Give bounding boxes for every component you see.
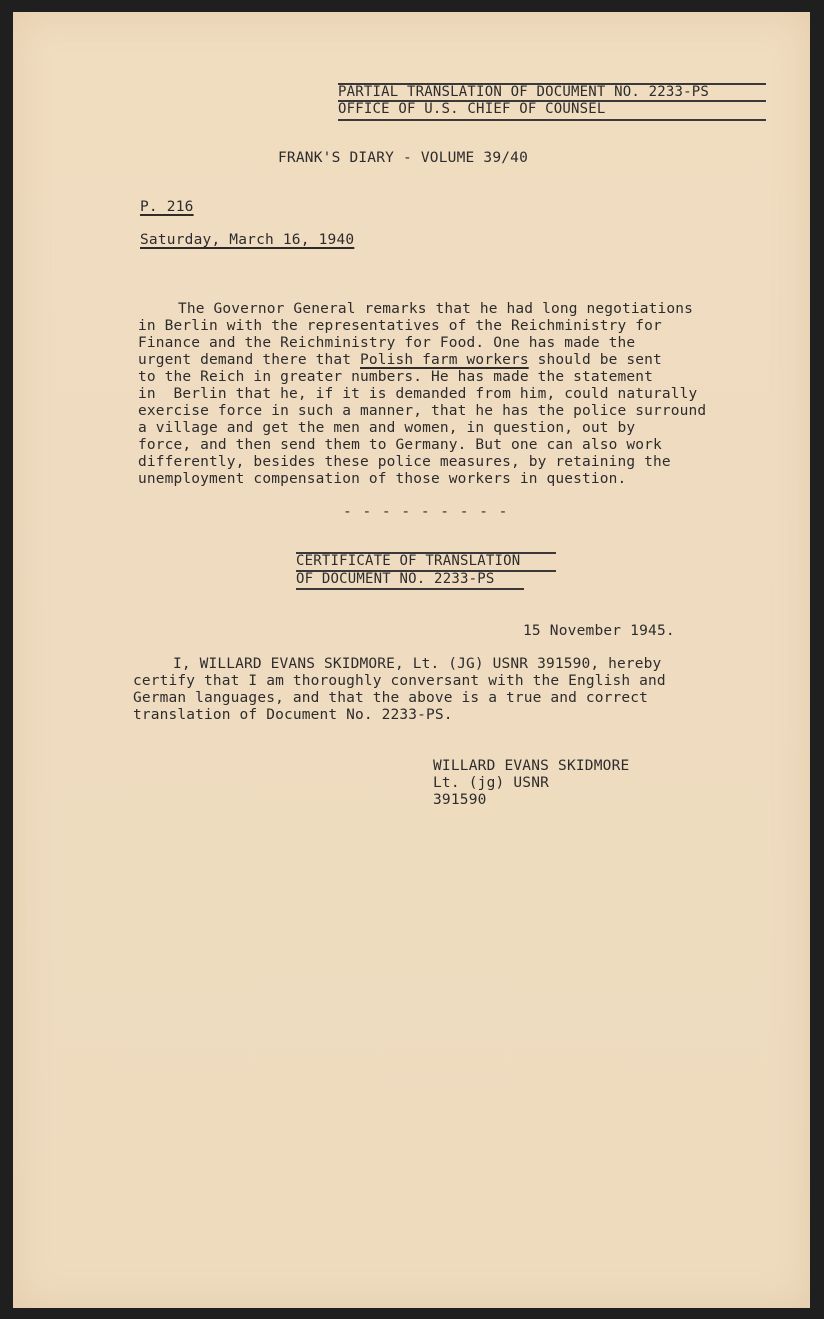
body-line-4-prefix: urgent demand there that <box>138 352 360 368</box>
header-bottom-rule <box>338 119 766 121</box>
body-line-3: Finance and the Reichministry for Food. One has made the <box>138 335 636 351</box>
body-line-8: a village and get the men and women, in question, out by <box>138 420 636 436</box>
body-line-4 <box>138 352 662 369</box>
certificate-bottom-rule <box>296 588 524 590</box>
body-line-1: The Governor General remarks that he had long negotiations <box>178 301 694 317</box>
body-line-11: unemployment compensation of those workers in question. <box>138 471 627 487</box>
body-line-7: exercise force in such a manner, that he has the police surround <box>138 403 707 419</box>
body-line-9: force, and then send them to Germany. But one can also work <box>138 437 662 453</box>
certificate-date: 15 November 1945. <box>523 623 675 639</box>
certificate-line-3: German languages, and that the above is a true and correct <box>133 690 649 706</box>
body-line-4-suffix: should be sent <box>528 352 662 368</box>
body-line-2: in Berlin with the representatives of the Reichministry for <box>138 318 662 334</box>
signature-rank: Lt. (jg) USNR <box>433 775 550 791</box>
document-page <box>13 12 810 1308</box>
header-line-1: PARTIAL TRANSLATION OF DOCUMENT NO. 2233-PS <box>338 84 710 100</box>
certificate-line-2: certify that I am thoroughly conversant with the English and <box>133 673 666 689</box>
entry-date: Saturday, March 16, 1940 <box>140 232 355 248</box>
certificate-heading-1: CERTIFICATE OF TRANSLATION <box>296 553 521 569</box>
section-separator: - - - - - - - - - <box>343 504 509 520</box>
signature-name: WILLARD EVANS SKIDMORE <box>433 758 630 774</box>
header-top-rule <box>338 83 766 85</box>
body-line-5: to the Reich in greater numbers. He has made the statement <box>138 369 654 385</box>
polish-farm-workers-underlined: Polish farm workers <box>360 352 529 368</box>
body-line-10: differently, besides these police measures, by retaining the <box>138 454 671 470</box>
body-line-6: in Berlin that he, if it is demanded from him, could naturally <box>138 386 698 402</box>
header-line-2: OFFICE OF U.S. CHIEF OF COUNSEL <box>338 101 606 117</box>
page-reference: P. 216 <box>140 199 194 215</box>
certificate-line-4: translation of Document No. 2233-PS. <box>133 707 453 723</box>
certificate-heading-2: OF DOCUMENT NO. 2233-PS <box>296 571 495 587</box>
certificate-line-1: I, WILLARD EVANS SKIDMORE, Lt. (JG) USNR 391590, hereby <box>173 656 662 672</box>
diary-title: FRANK'S DIARY - VOLUME 39/40 <box>278 150 529 166</box>
signature-number: 391590 <box>433 792 487 808</box>
